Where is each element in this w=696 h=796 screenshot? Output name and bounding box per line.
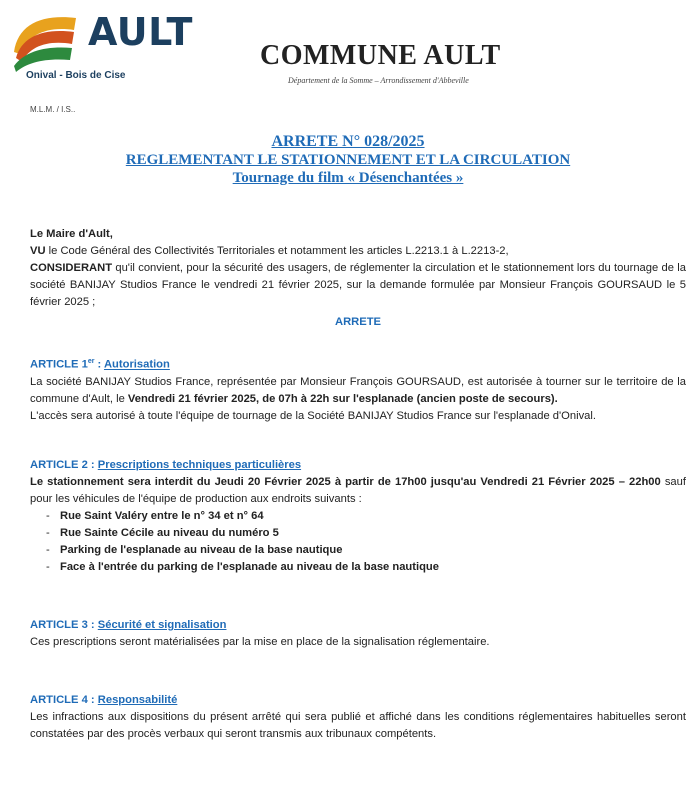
article-3-heading [30,617,686,634]
article-4-title: Responsabilité [97,694,178,706]
considerant-text: qu'il convient, pour la sécurité des usagers, de réglementer la circulation et le stationnement lors du tournage de la société BANIJAY Studios France le vendredi 21 février 2025, sur la demande formulée par Monsieur François GOURSAUD le 5 février 2025 ; [30,262,686,308]
article-3-label: ARTICLE 3 [30,619,88,631]
list-item: - Rue Saint Valéry entre le n° 34 et n° 64 [30,508,686,525]
article-4-heading [30,692,686,709]
maire-line: Le Maire d'Ault, [30,228,113,240]
article-2-label: ARTICLE 2 [30,459,88,471]
considerant-label: CONSIDERANT [30,262,113,274]
decree-subject: REGLEMENTANT LE STATIONNEMENT ET LA CIRCULATION [125,152,571,168]
article-1-text-b: L'accès sera autorisé à toute l'équipe de tournage de la Société BANIJAY Studios France sur l'esplanade d'Onival. [30,409,596,422]
reference-initials: M.L.M. / I.S.. [30,105,76,114]
article-1-sep: : [94,358,104,371]
article-4 [30,692,686,743]
vu-label: VU [30,245,46,257]
decree-number: ARRETE N° 028/2025 [271,133,425,150]
article-1-text-a: La société BANIJAY Studios France, représentée par Monsieur François GOURSAUD, est autorisée à tourner sur le territoire de la commune d'Ault, le [30,375,686,405]
article-2-text-bold: Le stationnement sera interdit du Jeudi 20 Février 2025 à partir de 17h00 jusqu'au Vendredi 21 Février 2025 – 22h00 [30,476,661,488]
article-2-paragraph [30,474,686,508]
article-4-label: ARTICLE 4 [30,694,88,706]
article-4-text: Les infractions aux dispositions du présent arrêté qui sera publié et affiché dans les conditions réglementaires habituelles seront constatées par des procès verbaux qui seront transmis aux tribunaux compétents. [30,711,686,740]
list-item: - Rue Sainte Cécile au niveau du numéro 5 [30,525,686,542]
vu-line [30,243,686,260]
arrete-label: ARRETE [335,316,381,328]
article-2-title: Prescriptions techniques particulières [97,459,302,471]
article-2-heading [30,457,686,474]
parking-list [30,508,686,576]
article-3 [30,617,686,651]
article-1-heading [30,353,686,374]
list-item: - Parking de l'esplanade au niveau de la base nautique [30,542,686,559]
ault-logo [12,10,193,82]
article-3-text: Ces prescriptions seront matérialisées par la mise en place de la signalisation réglementaire. [30,636,490,648]
article-2 [30,457,686,576]
article-2-sep: : [87,459,98,471]
article-3-sep: : [87,619,98,631]
commune-title: COMMUNE AULT [260,40,501,71]
vu-text: le Code Général des Collectivités Territoriales et notamment les articles L.2213.1 à L.2213-2, [45,245,509,257]
article-1-text-bold: Vendredi 21 février 2025, de 07h à 22h sur l'esplanade (ancien poste de secours). [127,392,558,405]
article-4-sep: : [87,694,98,706]
article-3-title: Sécurité et signalisation [97,619,227,631]
article-1-title: Autorisation [103,358,170,371]
list-item: - Face à l'entrée du parking de l'esplanade au niveau de la base nautique [30,559,686,576]
article-1-paragraph [30,374,686,408]
decree-film: Tournage du film « Désenchantées » [232,170,464,186]
logo-name: AULT [88,10,193,54]
intro-block [30,226,686,331]
decree-heading [0,133,696,187]
article-2-text-a: sauf pour les véhicules de l'équipe de production aux endroits suivants : [30,476,686,505]
article-1 [30,353,686,425]
article-1-sup: er [87,358,95,365]
article-1-label: ARTICLE 1 [30,358,88,371]
considerant-paragraph [30,260,686,311]
department-subtitle: Département de la Somme – Arrondissement d'Abbeville [288,76,469,85]
logo-subtitle: Onival - Bois de Cise [26,70,126,81]
